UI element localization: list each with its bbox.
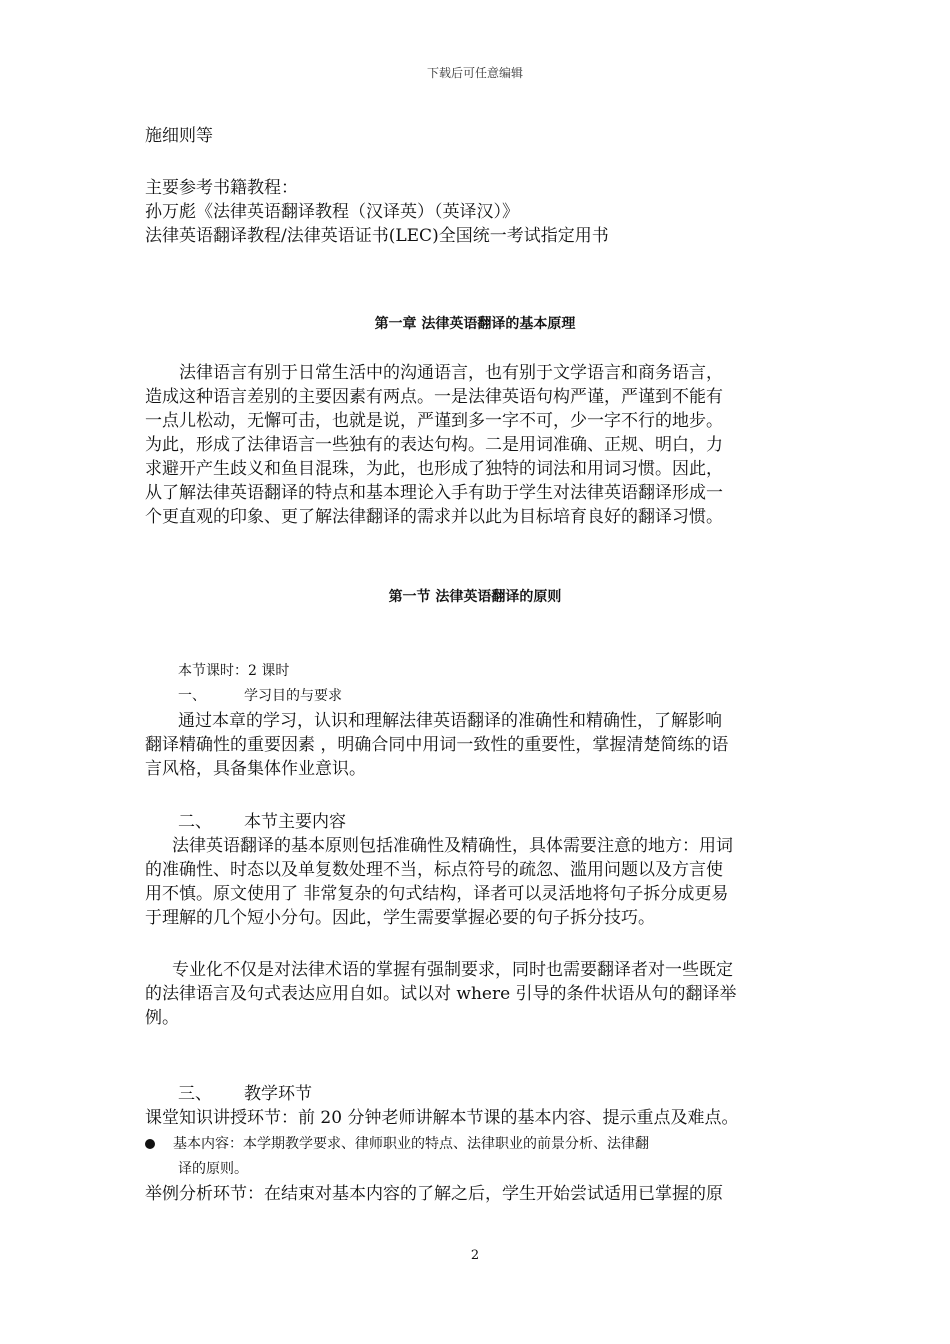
part2-line: 例。 [145,1008,179,1028]
part1-heading [178,684,342,708]
part2-line: 于理解的几个短小分句。因此，学生需要掌握必要的句子拆分技巧。 [145,908,655,928]
chapter-paragraph-line: 个更直观的印象、更了解法律翻译的需求并以此为目标培育良好的翻译习惯。 [145,507,723,527]
part1-line: 翻译精确性的重要因素 ，明确合同中用词一致性的重要性，掌握清楚简练的语 [145,735,729,755]
intro-line: 孙万彪《法律英语翻译教程（汉译英）（英译汉）》 [145,202,519,222]
chapter-paragraph-line: 一点儿松动，无懈可击，也就是说，严谨到多一字不可，少一字不行的地步。 [145,411,723,431]
intro-line: 法律英语翻译教程/法律英语证书(LEC)全国统一考试指定用书 [145,226,609,246]
part2-title: 本节主要内容 [244,812,346,832]
chapter-paragraph-line: 求避开产生歧义和鱼目混珠，为此，也形成了独特的词法和用词习惯。因此， [145,459,723,479]
part2-line: 的法律语言及句式表达应用自如。试以对 where 引导的条件状语从句的翻译举 [145,984,737,1004]
part1-number: 一、 [178,688,206,704]
part3-number: 三、 [178,1084,212,1104]
chapter-paragraph-line: 为此，形成了法律语言一些独有的表达句构。二是用词准确、正规、明白，力 [145,435,723,455]
chapter-paragraph-line: 造成这种语言差别的主要因素有两点。一是法律英语句构严谨，严谨到不能有 [145,387,723,407]
page-number: 2 [470,1248,480,1263]
part3-line: 课堂知识讲授环节：前 20 分钟老师讲解本节课的基本内容、提示重点及难点。 [145,1108,739,1128]
part2-line: 的准确性、时态以及单复数处理不当，标点符号的疏忽、滥用问题以及方言使 [145,860,723,880]
bullet-item [145,1133,649,1153]
part3-heading [178,1082,312,1106]
intro-line: 施细则等 [145,126,213,146]
part3-title: 教学环节 [244,1084,312,1104]
part1-line: 通过本章的学习，认识和理解法律英语翻译的准确性和精确性，了解影响 [178,711,722,731]
bullet-text-continued: 译的原则。 [178,1161,248,1177]
page-header: 下载后可任意编辑 [426,66,523,80]
part3-line: 举例分析环节：在结束对基本内容的了解之后，学生开始尝试适用已掌握的原 [145,1184,723,1204]
part2-number: 二、 [178,812,212,832]
chapter-paragraph-line: 从了解法律英语翻译的特点和基本理论入手有助于学生对法律英语翻译形成一 [145,483,723,503]
section-title: 第一节 法律英语翻译的原则 [388,589,562,605]
part1-title: 学习目的与要求 [244,688,342,704]
part2-line: 专业化不仅是对法律术语的掌握有强制要求，同时也需要翻译者对一些既定 [172,960,733,980]
part2-line: 用不慎。原文使用了 非常复杂的句式结构，译者可以灵活地将句子拆分成更易 [145,884,729,904]
chapter-paragraph-line: 法律语言有别于日常生活中的沟通语言，也有别于文学语言和商务语言， [145,363,723,383]
part1-line: 言风格，具备集体作业意识。 [145,759,366,779]
part2-heading [178,810,346,834]
class-hours: 本节课时：2 课时 [178,663,290,679]
part2-line: 法律英语翻译的基本原则包括准确性及精确性，具体需要注意的地方：用词 [172,836,733,856]
bullet-icon [145,1139,155,1149]
chapter-title: 第一章 法律英语翻译的基本原理 [374,316,576,332]
bullet-text: 基本内容：本学期教学要求、律师职业的特点、法律职业的前景分析、法律翻 [173,1136,649,1152]
intro-line: 主要参考书籍教程： [145,178,298,198]
